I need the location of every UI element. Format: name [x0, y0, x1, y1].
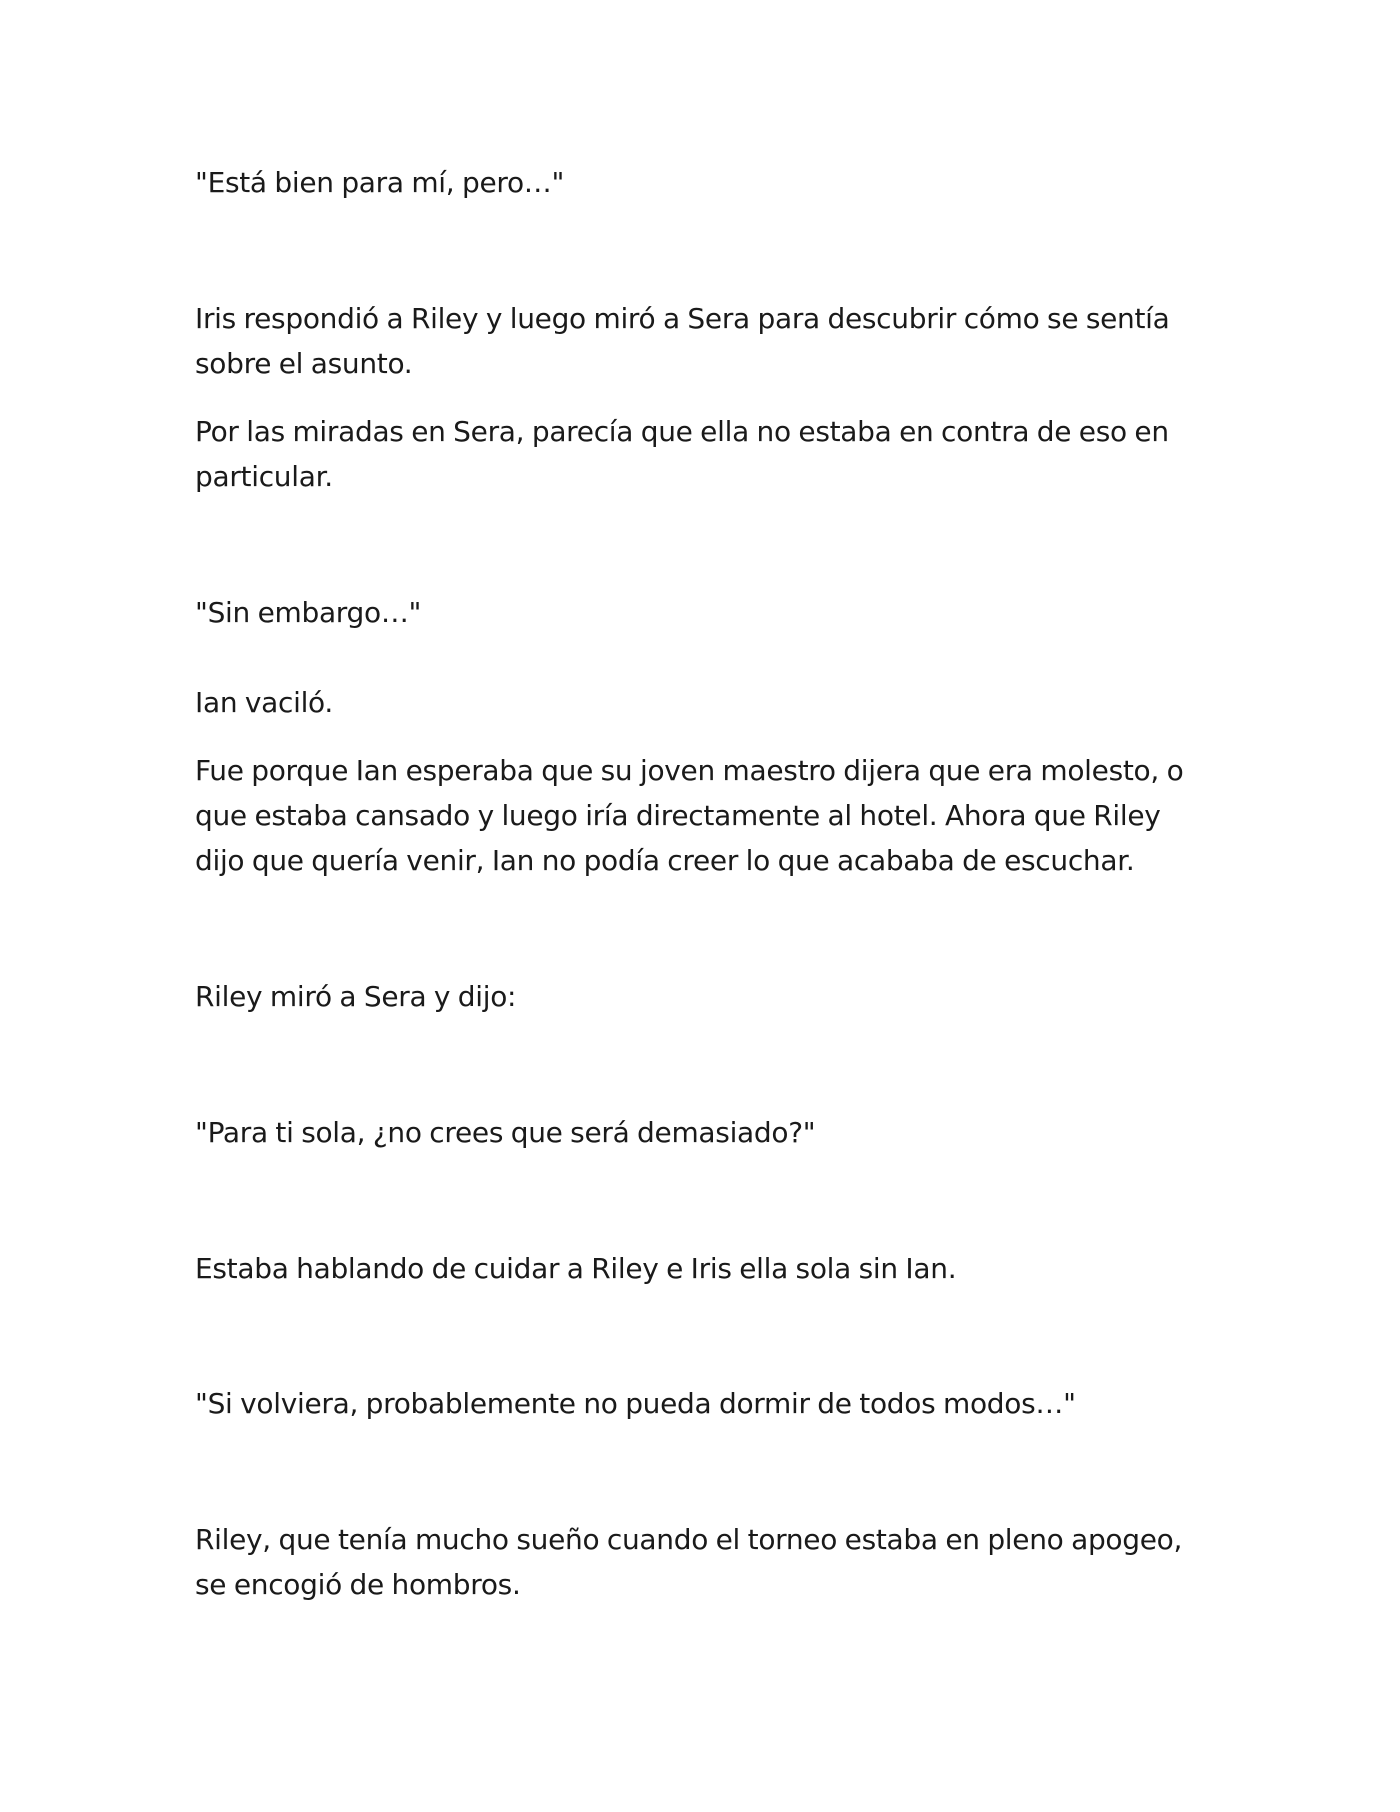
dialogue-paragraph: "Si volviera, probablemente no pueda dormir de todos modos…"	[195, 1387, 1076, 1420]
narration-paragraph: Ian vaciló.	[195, 686, 333, 719]
narration-paragraph: Estaba hablando de cuidar a Riley e Iris ella sola sin Ian.	[195, 1252, 957, 1285]
narration-paragraph: Fue porque Ian esperaba que su joven maestro dijera que era molesto, o que estaba cansado y luego iría directamente al hotel. Ahora que Riley dijo que quería venir, Ian no podía creer lo que acababa de escuchar.	[195, 754, 1184, 877]
dialogue-paragraph: "Sin embargo…"	[195, 596, 422, 629]
narration-paragraph: Riley, que tenía mucho sueño cuando el torneo estaba en pleno apogeo, se encogió de hombros.	[195, 1523, 1183, 1601]
narration-paragraph: Por las miradas en Sera, parecía que ella no estaba en contra de eso en particular.	[195, 415, 1169, 493]
dialogue-paragraph: "Está bien para mí, pero…"	[195, 166, 565, 199]
narration-paragraph: Iris respondió a Riley y luego miró a Sera para descubrir cómo se sentía sobre el asunto.	[195, 302, 1170, 380]
dialogue-paragraph: "Para ti sola, ¿no crees que será demasiado?"	[195, 1116, 816, 1149]
narration-paragraph: Riley miró a Sera y dijo:	[195, 980, 517, 1013]
